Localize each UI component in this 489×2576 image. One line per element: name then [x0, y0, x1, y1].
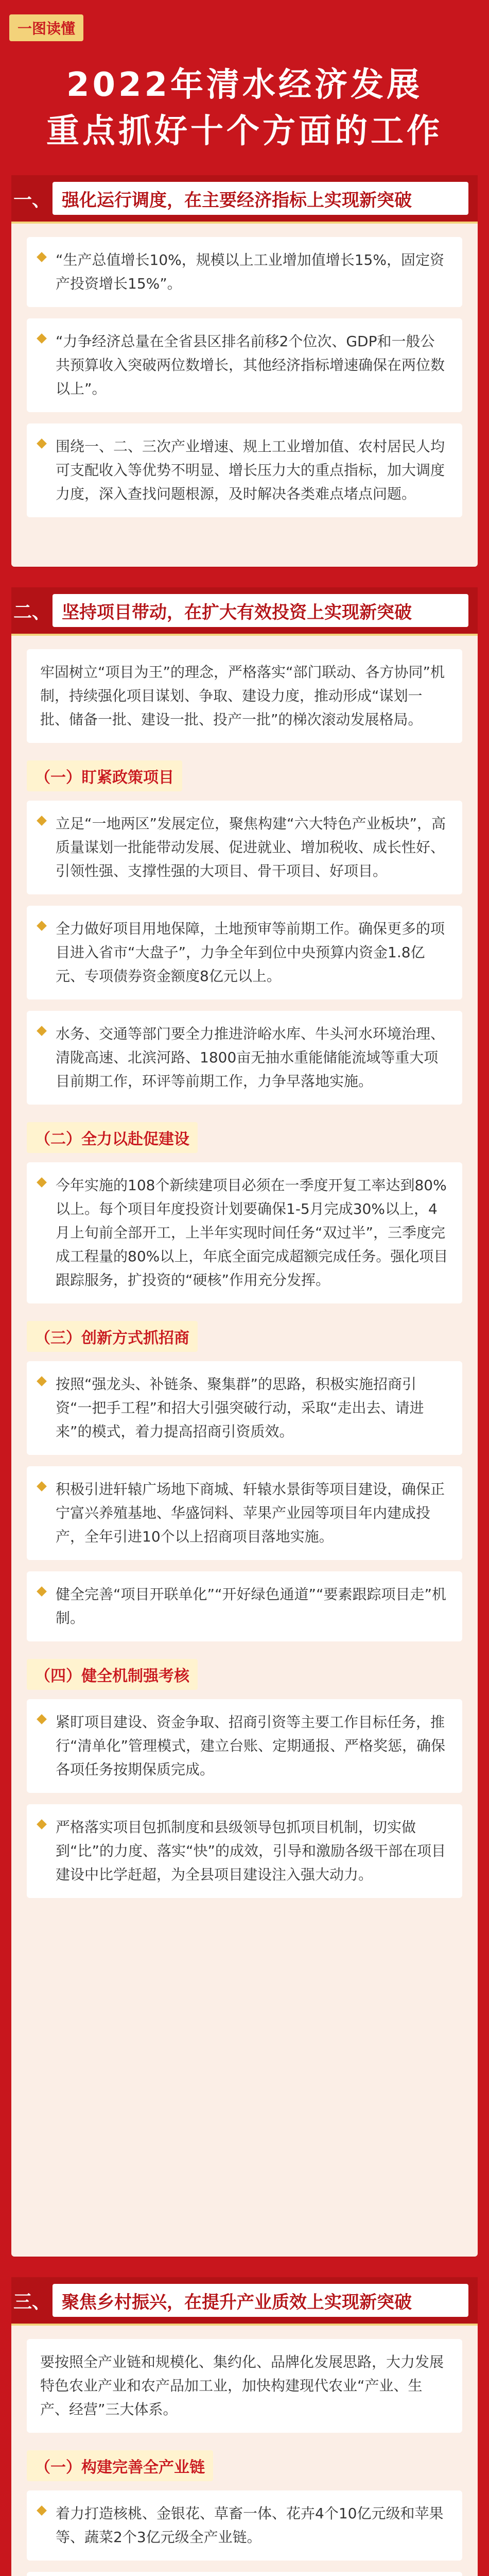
bullet-icon — [37, 1376, 47, 1386]
title-line-1: 2022年清水经济发展 — [66, 66, 423, 104]
section-3 — [11, 2277, 478, 2576]
bullet-card — [27, 237, 462, 307]
section-1 — [11, 175, 478, 567]
bullet-icon — [37, 438, 47, 449]
section-2 — [11, 587, 478, 2257]
subsection-heading: （二）全力以赴促建设 — [27, 1122, 198, 1153]
bullet-text: 围绕一、二、三次产业增速、规上工业增加值、农村居民人均可支配收入等优势不明显、增长压力大的重点指标，加大调度力度，深入查找问题根源，及时解决各类难点堵点问题。 — [56, 438, 445, 502]
subsection-heading: （四）健全机制强考核 — [27, 1659, 198, 1690]
subsection-heading: （三）创新方式抓招商 — [27, 1321, 198, 1352]
bullet-text: 积极引进轩辕广场地下商城、轩辕水景街等项目建设，确保正宁富兴养殖基地、华盛饲料、苹果产业园等项目年内建成投产，全年引进10个以上招商项目落地实施。 — [56, 1481, 445, 1545]
bullet-text: 按照“强龙头、补链条、聚集群”的思路，积极实施招商引资“一把手工程”和招大引强突破行动，采取“走出去、请进来”的模式，着力提高招商引资质效。 — [56, 1376, 424, 1440]
section-number: 二、 — [13, 601, 50, 623]
section-header — [11, 175, 478, 224]
section-intro: 要按照全产业链和规模化、集约化、品牌化发展思路，大力发展特色农业产业和农产品加工业，加快构建现代农业“产业、生产、经营”三大体系。 — [27, 2339, 462, 2433]
section-title: 强化运行调度，在主要经济指标上实现新突破 — [53, 182, 468, 215]
bullet-icon — [37, 2505, 47, 2516]
page-title — [0, 62, 489, 155]
section-header — [11, 587, 478, 636]
bullet-text: 紧盯项目建设、资金争取、招商引资等主要工作目标任务，推行“清单化”管理模式，建立台账、定期通报、严格奖惩，确保各项任务按期保质完成。 — [56, 1714, 446, 1778]
bullet-text: 严格落实项目包抓制度和县级领导包抓项目机制，切实做到“比”的力度、落实“快”的成效，引导和激励各级干部在项目建设中比学赶超，为全县项目建设注入强大动力。 — [56, 1819, 446, 1883]
bullet-icon — [37, 333, 47, 344]
section-number: 三、 — [13, 2291, 50, 2313]
title-line-2: 重点抓好十个方面的工作 — [46, 112, 443, 150]
bullet-card — [27, 801, 462, 894]
subsection-heading: （一）构建完善全产业链 — [27, 2450, 213, 2481]
bullet-card — [27, 1466, 462, 1560]
bullet-card — [27, 1571, 462, 1641]
bullet-text: 今年实施的108个新续建项目必须在一季度开复工率达到80%以上。每个项目年度投资计划要确保1-5月完成30%以上，4月上旬前全部开工，上半年实现时间任务“双过半”，三季度完成工程量的80%以上，年底全面完成超额完成任务。强化项目跟踪服务，扩投资的“硬核”作用充分发挥。 — [56, 1177, 448, 1289]
bullet-card — [27, 906, 462, 999]
bullet-text: 水务、交通等部门要全力推进浒峪水库、牛头河水环境治理、清陇高速、北滨河路、1800亩无抽水重能储能流域等重大项目前期工作，环评等前期工作，力争早落地实施。 — [56, 1025, 445, 1090]
bullet-card — [27, 1162, 462, 1303]
bullet-icon — [37, 816, 47, 826]
section-header — [11, 2277, 478, 2326]
bullet-card — [27, 318, 462, 412]
bullet-icon — [37, 1481, 47, 1492]
bullet-icon — [37, 1819, 47, 1829]
bullet-text: 全力做好项目用地保障，土地预审等前期工作。确保更多的项目进入省市“大盘子”，力争全年到位中央预算内资金1.8亿元、专项债券资金额度8亿元以上。 — [56, 920, 445, 985]
section-title: 坚持项目带动，在扩大有效投资上实现新突破 — [53, 594, 468, 627]
bullet-card — [27, 1011, 462, 1105]
bullet-card — [27, 1804, 462, 1898]
bullet-icon — [37, 1714, 47, 1724]
bullet-icon — [37, 1586, 47, 1597]
bullet-icon — [37, 1026, 47, 1036]
bullet-text: 着力打造核桃、金银花、草畜一体、花卉4个10亿元级和苹果等、蔬菜2个3亿元级全产业链。 — [56, 2505, 444, 2546]
bullet-card — [27, 1361, 462, 1455]
bullet-text: 健全完善“项目开联单化”“开好绿色通道”“要素跟踪项目走”机制。 — [56, 1586, 447, 1626]
bullet-card — [27, 1699, 462, 1793]
bullet-text: 立足“一地两区”发展定位，聚焦构建“六大特色产业板块”，高质量谋划一批能带动发展、促进就业、增加税收、成长性好、引领性强、支撑性强的大项目、骨干项目、好项目。 — [56, 815, 446, 879]
bullet-card — [27, 423, 462, 517]
bullet-icon — [37, 921, 47, 931]
bullet-text: “力争经济总量在全省县区排名前移2个位次、GDP和一般公共预算收入突破两位数增长，其他经济指标增速确保在两位数以上”。 — [56, 333, 445, 397]
section-title: 聚焦乡村振兴，在提升产业质效上实现新突破 — [53, 2284, 468, 2317]
bullet-card — [27, 2490, 462, 2561]
subsection-heading: （一）盯紧政策项目 — [27, 760, 182, 791]
bullet-icon — [37, 252, 47, 262]
section-number: 一、 — [13, 189, 50, 211]
bullet-card — [27, 2572, 462, 2576]
bullet-text: “生产总值增长10%，规模以上工业增加值增长15%，固定资产投资增长15%”。 — [56, 251, 444, 292]
badge-label: 一图读懂 — [9, 14, 83, 41]
bullet-icon — [37, 1177, 47, 1188]
section-intro: 牢固树立“项目为王”的理念，严格落实“部门联动、各方协同”机制，持续强化项目谋划、争取、建设力度，推动形成“谋划一批、储备一批、建设一批、投产一批”的梯次滚动发展格局。 — [27, 649, 462, 743]
